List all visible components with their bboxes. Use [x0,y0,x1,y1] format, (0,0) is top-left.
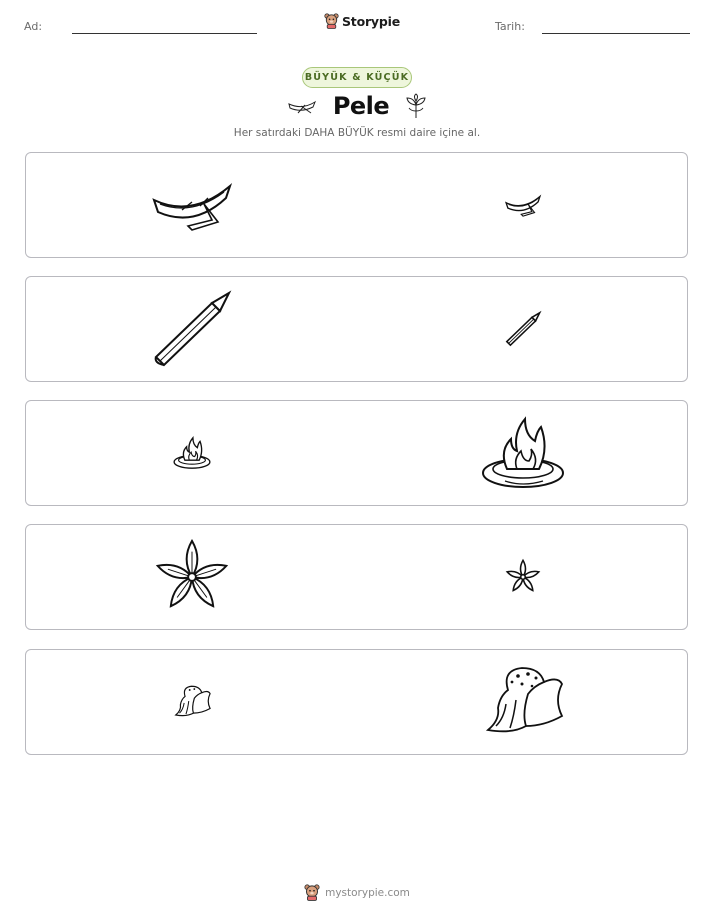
comparison-row-1 [25,152,688,258]
fire-pit-icon [481,415,565,491]
pencil-icon [152,291,232,367]
footer [0,884,714,901]
name-field-line[interactable] [72,33,257,34]
flower-icon [505,559,541,595]
comparison-row-3 [25,400,688,506]
date-field-line[interactable] [542,33,690,34]
lava-flow-icon [482,664,564,740]
pencil-icon [505,311,541,347]
brand-name: Storypie [342,13,400,29]
comparison-row-5 [25,649,688,755]
comparison-row-2 [25,276,688,382]
choice-left[interactable] [26,277,357,381]
name-label: Ad: [24,20,43,33]
bear-mascot-icon [304,884,320,901]
choice-right[interactable] [357,277,688,381]
bear-mascot-icon [324,13,339,29]
instruction-text: Her satırdaki DAHA BÜYÜK resmi daire içine al. [233,127,481,139]
comparison-row-4 [25,524,688,630]
choice-right[interactable] [357,650,688,754]
canoe-icon [504,193,542,217]
lava-flow-icon [173,682,211,722]
brand-logo [324,13,400,29]
choice-left[interactable] [26,153,357,257]
choice-right[interactable] [357,401,688,505]
topic-badge: BÜYÜK & KÜÇÜK [302,67,412,88]
choice-left[interactable] [26,525,357,629]
date-label: Tarih: [495,20,525,33]
title-row [0,92,714,120]
choice-right[interactable] [357,525,688,629]
canoe-icon [151,178,233,232]
choice-left[interactable] [26,401,357,505]
footer-url[interactable]: mystorypie.com [325,886,410,899]
choice-right[interactable] [357,153,688,257]
page-title: Pele [332,92,390,120]
fire-pit-icon [173,436,211,470]
canoe-icon [287,96,317,116]
plant-sprout-icon [405,93,427,119]
choice-left[interactable] [26,650,357,754]
flower-icon [152,538,232,616]
